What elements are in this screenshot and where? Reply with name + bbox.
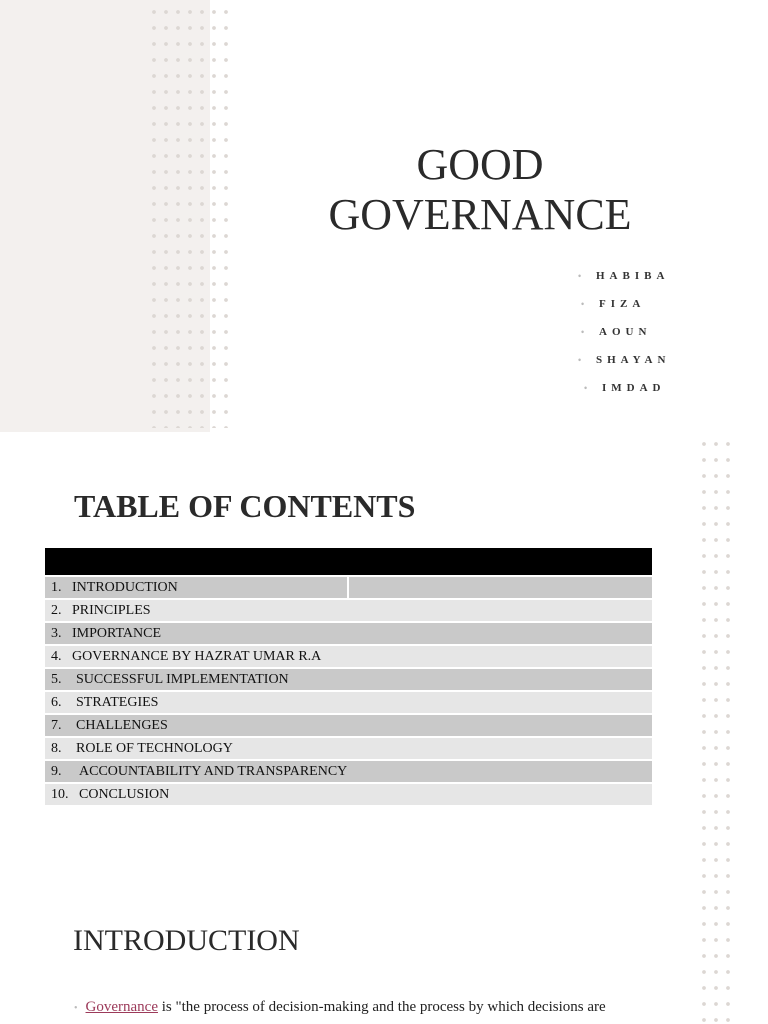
toc-row xyxy=(45,784,652,805)
author-item: • HABIBA xyxy=(578,270,670,282)
bullet-icon: • xyxy=(74,1003,78,1014)
toc-number: 3. xyxy=(51,626,62,641)
author-name: HABIBA xyxy=(596,270,670,282)
author-item: • FIZA xyxy=(581,298,646,310)
toc-number: 6. xyxy=(51,695,62,710)
toc-row xyxy=(45,761,652,782)
author-list xyxy=(560,268,720,408)
governance-link[interactable]: Governance xyxy=(85,999,158,1015)
toc-number: 7. xyxy=(51,718,62,733)
toc-table xyxy=(45,548,652,807)
contents-slide xyxy=(0,432,768,1024)
toc-row xyxy=(45,669,652,690)
toc-row xyxy=(45,646,652,667)
toc-row xyxy=(45,623,652,644)
author-name: IMDAD xyxy=(602,382,666,394)
toc-label: CHALLENGES xyxy=(76,718,168,733)
toc-label: ROLE OF TECHNOLOGY xyxy=(76,741,233,756)
author-name: AOUN xyxy=(599,326,652,338)
introduction-text: is "the process of decision-making and the process by which decisions are xyxy=(157,999,606,1015)
toc-heading: TABLE OF CONTENTS xyxy=(74,488,416,524)
toc-row xyxy=(45,738,652,759)
introduction-heading: INTRODUCTION xyxy=(73,924,300,957)
toc-number: 2. xyxy=(51,603,62,618)
presentation-title xyxy=(300,140,660,240)
toc-row xyxy=(45,715,652,736)
author-item: • SHAYAN xyxy=(578,354,671,366)
toc-label: STRATEGIES xyxy=(76,695,159,710)
toc-label: CONCLUSION xyxy=(79,787,170,802)
toc-row xyxy=(45,600,652,621)
author-name: SHAYAN xyxy=(596,354,671,366)
title-line-1: GOOD xyxy=(416,140,544,189)
decorative-dots-left xyxy=(148,4,232,428)
toc-row xyxy=(45,577,652,598)
introduction-paragraph xyxy=(74,999,714,1016)
title-line-2: GOVERNANCE xyxy=(328,190,632,239)
author-item: • AOUN xyxy=(581,326,652,338)
toc-number: 4. xyxy=(51,649,62,664)
title-slide xyxy=(0,0,768,432)
decorative-dots-right xyxy=(698,436,734,1022)
toc-number: 9. xyxy=(51,764,62,779)
toc-label: INTRODUCTION xyxy=(72,580,178,595)
toc-label: GOVERNANCE BY HAZRAT UMAR R.A xyxy=(72,649,322,664)
toc-number: 5. xyxy=(51,672,62,687)
author-name: FIZA xyxy=(599,298,646,310)
cell-divider xyxy=(347,577,349,598)
toc-label: IMPORTANCE xyxy=(72,626,162,641)
author-item: • IMDAD xyxy=(584,382,666,394)
toc-table-header xyxy=(45,548,652,575)
toc-label: PRINCIPLES xyxy=(72,603,151,618)
toc-number: 1. xyxy=(51,580,62,595)
toc-number: 10. xyxy=(51,787,69,802)
toc-number: 8. xyxy=(51,741,62,756)
toc-row xyxy=(45,692,652,713)
toc-label: ACCOUNTABILITY AND TRANSPARENCY xyxy=(79,764,348,779)
toc-label: SUCCESSFUL IMPLEMENTATION xyxy=(76,672,289,687)
